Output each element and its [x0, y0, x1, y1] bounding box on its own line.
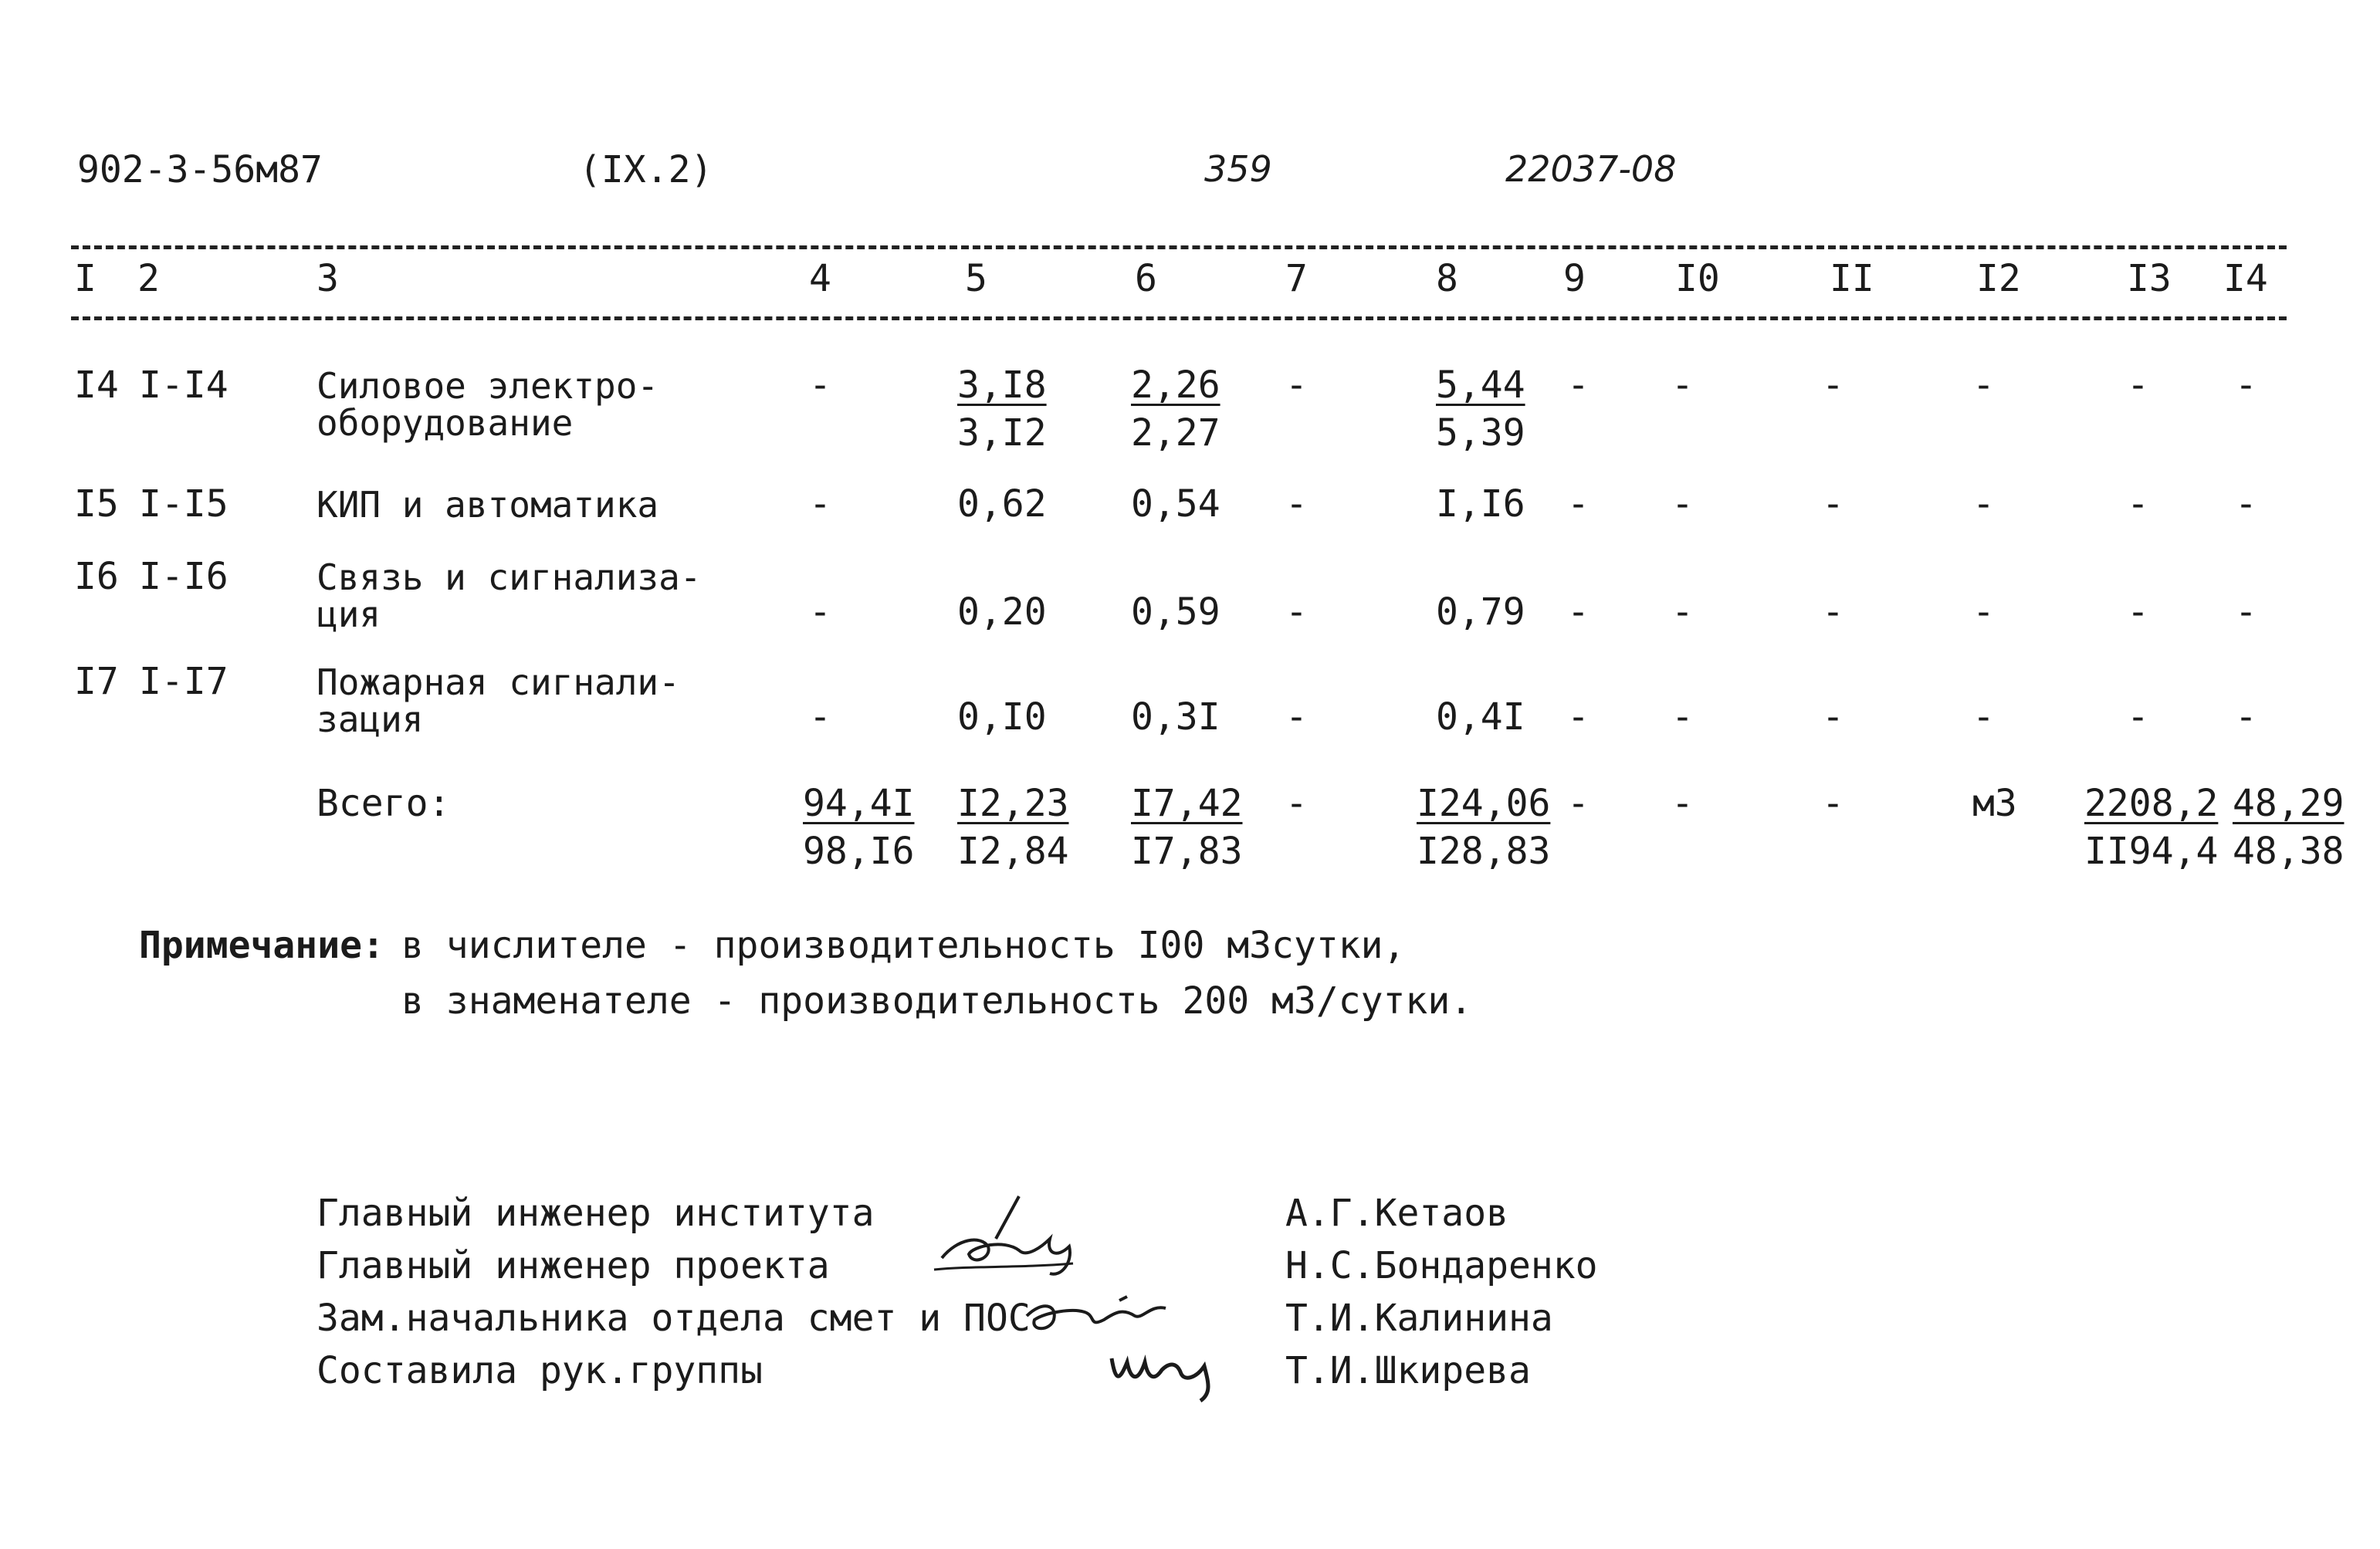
signatory-name: А.Г.Кетаов [1285, 1192, 1508, 1235]
column-header: I0 [1675, 257, 1720, 300]
cell-col8: 0,79 [1436, 590, 1525, 634]
cell-col5: 0,62 [957, 482, 1047, 526]
row-code: I-I5 [139, 482, 229, 526]
column-header: 5 [965, 257, 987, 300]
note-label: Примечание: [139, 924, 384, 967]
cell-col7: - [1285, 482, 1308, 526]
cell-col13: - [2127, 590, 2149, 634]
total-col5: $\frac{I2,23}{I2,84}$ [957, 782, 1069, 873]
cell-col14: - [2235, 590, 2257, 634]
cell-col4: - [809, 364, 831, 407]
cell-col11: - [1822, 590, 1844, 634]
cell-col12: - [1972, 482, 1995, 526]
signatory-position: Зам.начальника отдела смет и ПОС [317, 1297, 1031, 1340]
total-col8: $\frac{I24,06}{I28,83}$ [1417, 782, 1551, 873]
column-header: 6 [1135, 257, 1157, 300]
cell-col10: - [1671, 590, 1694, 634]
cell-col4: - [809, 695, 831, 739]
cell-col10: - [1671, 482, 1694, 526]
total-col11: - [1822, 782, 1844, 825]
page-number: 359 [1204, 148, 1272, 190]
total-label: Всего: [317, 782, 451, 825]
total-col9: - [1567, 782, 1589, 825]
cell-col11: - [1822, 482, 1844, 526]
handwritten-signature [926, 1192, 1096, 1300]
cell-col5: 0,I0 [957, 695, 1047, 739]
column-header: I [74, 257, 96, 300]
cell-col8: I,I6 [1436, 482, 1525, 526]
cell-col9: - [1567, 364, 1589, 407]
signatory-name: Т.И.Калинина [1285, 1297, 1553, 1340]
signatory-position: Главный инженер института [317, 1192, 875, 1235]
total-col12-unit: м3 [1972, 782, 2017, 825]
total-col10: - [1671, 782, 1694, 825]
cell-col9: - [1567, 695, 1589, 739]
column-header: I3 [2127, 257, 2172, 300]
cell-col7: - [1285, 695, 1308, 739]
cell-col4: - [809, 590, 831, 634]
column-header: I2 [1976, 257, 2021, 300]
cell-col14: - [2235, 695, 2257, 739]
cell-col8: 0,4I [1436, 695, 1525, 739]
note-line-2: в знаменателе - производительность 200 м3/сутки. [401, 979, 1473, 1023]
total-col14: $\frac{48,29}{48,38}$ [2233, 782, 2344, 873]
row-code: I-I4 [139, 364, 229, 407]
section-number: (IX.2) [579, 148, 713, 191]
column-header: 7 [1285, 257, 1308, 300]
total-col13: $\frac{2208,2}{II94,4}$ [2084, 782, 2219, 873]
cell-col13: - [2127, 695, 2149, 739]
cell-col12: - [1972, 590, 1995, 634]
cell-col8: $\frac{5,44}{5,39}$ [1436, 364, 1525, 455]
signatory-name: Н.С.Бондаренко [1285, 1244, 1598, 1287]
column-header: I4 [2223, 257, 2268, 300]
header-rule-bottom [71, 316, 2287, 320]
cell-col12: - [1972, 364, 1995, 407]
row-number: I4 [74, 364, 119, 407]
cell-col14: - [2235, 364, 2257, 407]
row-number: I5 [74, 482, 119, 526]
cell-col11: - [1822, 364, 1844, 407]
row-number: I6 [74, 555, 119, 598]
cell-col12: - [1972, 695, 1995, 739]
note-line-1: в числителе - производительность I00 м3сутки, [401, 924, 1406, 967]
document-code: 902-3-56м87 [77, 148, 323, 191]
signatory-position: Составила рук.группы [317, 1349, 763, 1392]
row-name: Пожарная сигнали- зация [317, 661, 680, 740]
column-header: 9 [1563, 257, 1586, 300]
cell-col10: - [1671, 364, 1694, 407]
cell-col7: - [1285, 364, 1308, 407]
cell-col6: 0,54 [1131, 482, 1220, 526]
row-number: I7 [74, 660, 119, 703]
signatory-name: Т.И.Шкирева [1285, 1349, 1531, 1392]
cell-col13: - [2127, 482, 2149, 526]
total-col7: - [1285, 782, 1308, 825]
column-header: II [1830, 257, 1874, 300]
cell-col5: 0,20 [957, 590, 1047, 634]
column-header: 2 [137, 257, 160, 300]
total-col4: $\frac{94,4I}{98,I6}$ [803, 782, 915, 873]
archive-number: 22037-08 [1505, 148, 1677, 190]
cell-col13: - [2127, 364, 2149, 407]
cell-col11: - [1822, 695, 1844, 739]
row-name: Связь и сигнализа- ция [317, 556, 702, 635]
cell-col6: 0,3I [1131, 695, 1220, 739]
cell-col4: - [809, 482, 831, 526]
cell-col7: - [1285, 590, 1308, 634]
row-name: Силовое электро- оборудование [317, 365, 659, 444]
header-rule-top [71, 245, 2287, 249]
cell-col14: - [2235, 482, 2257, 526]
cell-col10: - [1671, 695, 1694, 739]
total-col6: $\frac{I7,42}{I7,83}$ [1131, 782, 1243, 873]
column-header: 4 [809, 257, 831, 300]
handwritten-signature [1100, 1335, 1231, 1405]
row-code: I-I6 [139, 555, 229, 598]
cell-col5: $\frac{3,I8}{3,I2}$ [957, 364, 1047, 455]
row-code: I-I7 [139, 660, 229, 703]
column-header: 8 [1436, 257, 1458, 300]
row-name: КИП и автоматика [317, 484, 659, 526]
signatory-position: Главный инженер проекта [317, 1244, 830, 1287]
cell-col9: - [1567, 482, 1589, 526]
cell-col9: - [1567, 590, 1589, 634]
cell-col6: $\frac{2,26}{2,27}$ [1131, 364, 1220, 455]
cell-col6: 0,59 [1131, 590, 1220, 634]
column-header: 3 [317, 257, 339, 300]
